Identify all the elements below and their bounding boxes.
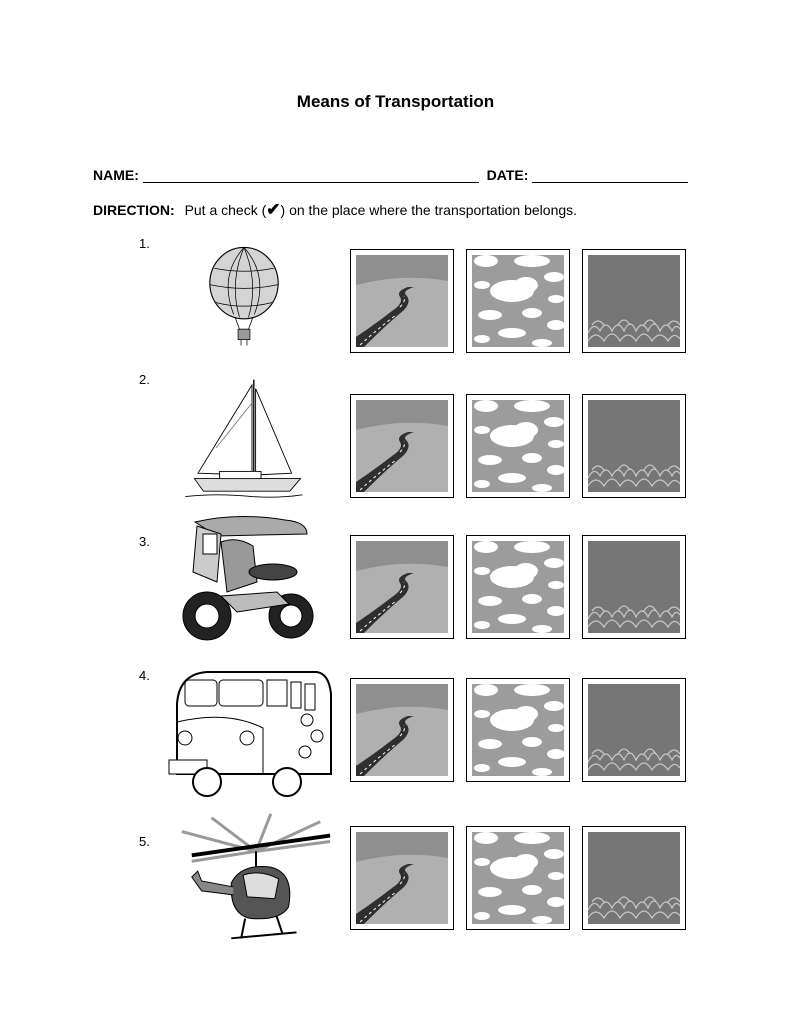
direction-text-start: Put a check ( <box>184 202 267 218</box>
name-date-row <box>93 167 688 183</box>
item-number: 3. <box>139 534 150 549</box>
water-waves-icon <box>588 400 680 492</box>
air-clouds-choice-box[interactable] <box>466 535 570 639</box>
water-waves-choice-box[interactable] <box>582 535 686 639</box>
item-number: 5. <box>139 834 150 849</box>
land-road-icon <box>356 541 448 633</box>
item-number: 4. <box>139 668 150 683</box>
air-clouds-icon <box>472 255 564 347</box>
hot-air-balloon-icon <box>192 232 296 364</box>
land-road-icon <box>356 400 448 492</box>
air-clouds-choice-box[interactable] <box>466 249 570 353</box>
item-number: 1. <box>139 236 150 251</box>
air-clouds-choice-box[interactable] <box>466 394 570 498</box>
van-icon <box>166 664 338 804</box>
page-title: Means of Transportation <box>296 92 495 111</box>
water-waves-choice-box[interactable] <box>582 678 686 782</box>
air-clouds-choice-box[interactable] <box>466 826 570 930</box>
land-road-choice-box[interactable] <box>350 678 454 782</box>
water-waves-icon <box>588 684 680 776</box>
water-waves-choice-box[interactable] <box>582 394 686 498</box>
air-clouds-choice-box[interactable] <box>466 678 570 782</box>
air-clouds-icon <box>472 541 564 633</box>
land-road-icon <box>356 684 448 776</box>
land-road-choice-box[interactable] <box>350 826 454 930</box>
motorcycle-icon <box>174 512 320 652</box>
direction-label: DIRECTION: <box>93 202 175 218</box>
air-clouds-icon <box>472 832 564 924</box>
land-road-choice-box[interactable] <box>350 535 454 639</box>
air-clouds-icon <box>472 684 564 776</box>
air-clouds-icon <box>472 400 564 492</box>
water-waves-icon <box>588 541 680 633</box>
land-road-choice-box[interactable] <box>350 249 454 353</box>
water-waves-choice-box[interactable] <box>582 249 686 353</box>
date-label: DATE: <box>486 167 529 183</box>
land-road-icon <box>356 832 448 924</box>
helicopter-icon <box>172 810 340 952</box>
name-field[interactable] <box>143 169 479 183</box>
check-icon: ✔ <box>266 200 281 219</box>
direction-row <box>93 200 577 220</box>
item-number: 2. <box>139 372 150 387</box>
water-waves-icon <box>588 832 680 924</box>
date-field[interactable] <box>532 169 688 183</box>
land-road-icon <box>356 255 448 347</box>
land-road-choice-box[interactable] <box>350 394 454 498</box>
sailboat-icon <box>180 372 306 506</box>
direction-text-end: ) on the place where the transportation belongs. <box>280 202 578 218</box>
water-waves-icon <box>588 255 680 347</box>
name-label: NAME: <box>93 167 139 183</box>
water-waves-choice-box[interactable] <box>582 826 686 930</box>
